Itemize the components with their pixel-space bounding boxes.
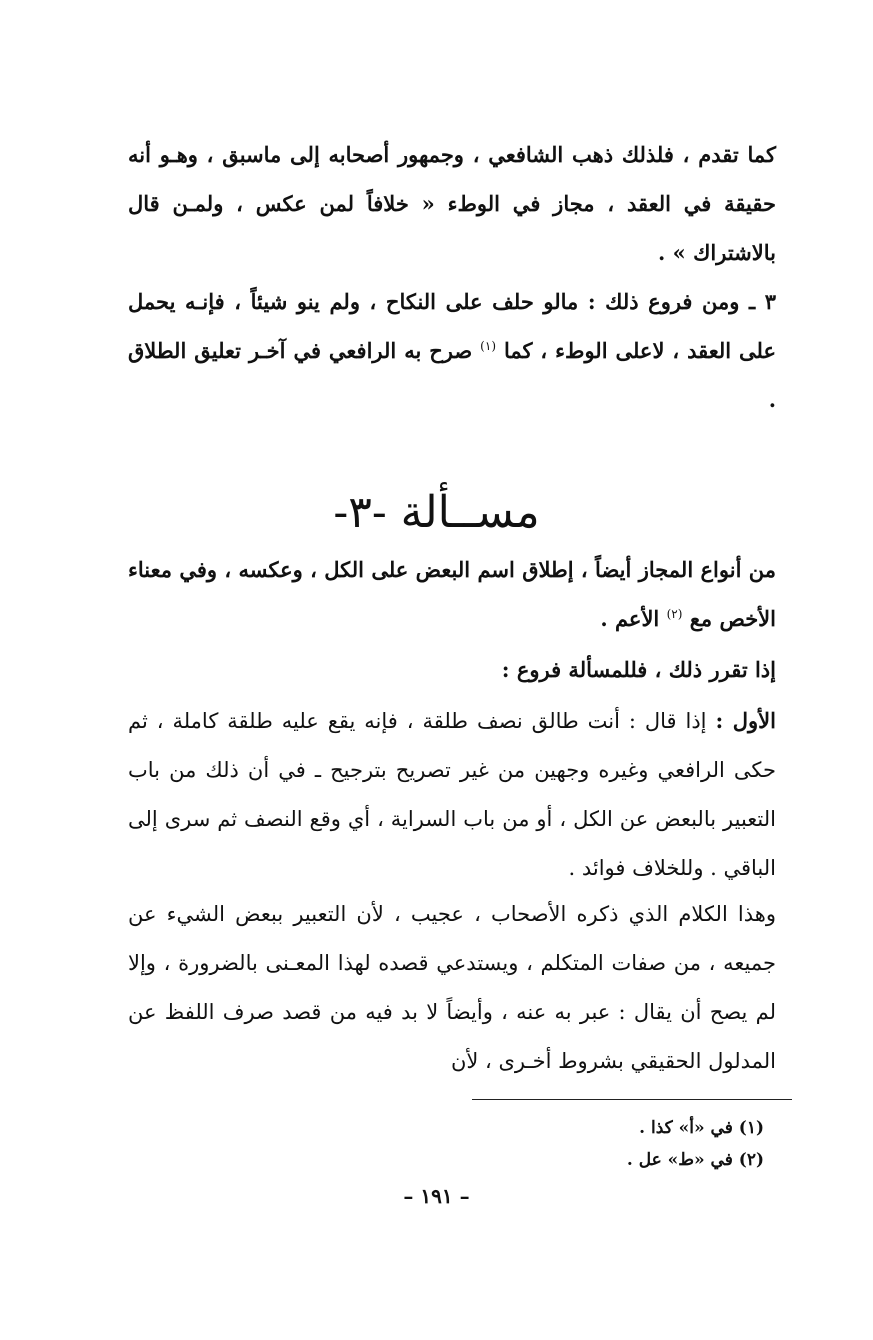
page-number: – ١٩١ – <box>403 1184 470 1208</box>
paragraph-3 <box>128 545 776 643</box>
paragraph-4: إذا تقرر ذلك ، فللمسألة فروع : <box>501 657 776 682</box>
paragraph-3-text-b: الأعم . <box>600 606 660 631</box>
paragraph-2 <box>128 277 776 424</box>
paragraph-2-text-b: صرح به الرافعي في آخـر تعليق الطلاق . <box>128 338 776 412</box>
paragraph-6: وهذا الكلام الذي ذكره الأصحاب ، عجيب ، لأن التعبير ببعض الشيء عن جميعه ، من صفات المتكلم ، ويستدعي قصده لهذا المعـنى بالضرورة ، وإلا لم يصح أن يقال : عبر به عنه ، وأيضاً لا بد فيه من قصد صرف اللفظ عن المدلول الحقيقي بشروط أخـرى ، لأن <box>128 902 776 1073</box>
paragraph-5-text: إذا قال : أنت طالق نصف طلقة ، فإنه يقع عليه طلقة كاملة ، ثم حكى الرافعي وغيره وجهين من غير تصريح بترجيح ـ في أن ذلك من باب التعبير بالبعض عن الكل ، أو من باب السراية ، أي وقع النصف ثم سرى إلى الباقي . وللخلاف فوائد . <box>128 709 776 880</box>
section-heading: مســألة -٣- <box>333 487 540 538</box>
footnote-1: (١) في «أ» كذا . <box>639 1118 764 1138</box>
footnote-ref-2: (٢) <box>666 607 683 621</box>
footnote-ref-1: (١) <box>480 339 496 353</box>
paragraph-1: كما تقدم ، فلذلك ذهب الشافعي ، وجمهور أصحابه إلى ماسبق ، وهـو أنه حقيقة في العقد ، مجاز في الوطء « خلافاً لمن عكس ، ولمـن قال بالاشتراك » . <box>128 142 776 265</box>
paragraph-3-text-a: من أنواع المجاز أيضاً ، إطلاق اسم البعض على الكل ، وعكسه ، وفي معناء الأخص مع <box>128 557 776 631</box>
paragraph-2-text-a: ٣ ـ ومن فروع ذلك : مالو حلف على النكاح ، ولم ينو شيئاً ، فإنـه يحمل على العقد ، لاعلى الوطء ، كما <box>128 289 777 363</box>
paragraph-5 <box>128 696 776 893</box>
footnote-divider <box>472 1099 792 1100</box>
paragraph-5-lead: الأول : <box>715 708 776 733</box>
footnote-2: (٢) في «ط» عل . <box>626 1150 764 1170</box>
